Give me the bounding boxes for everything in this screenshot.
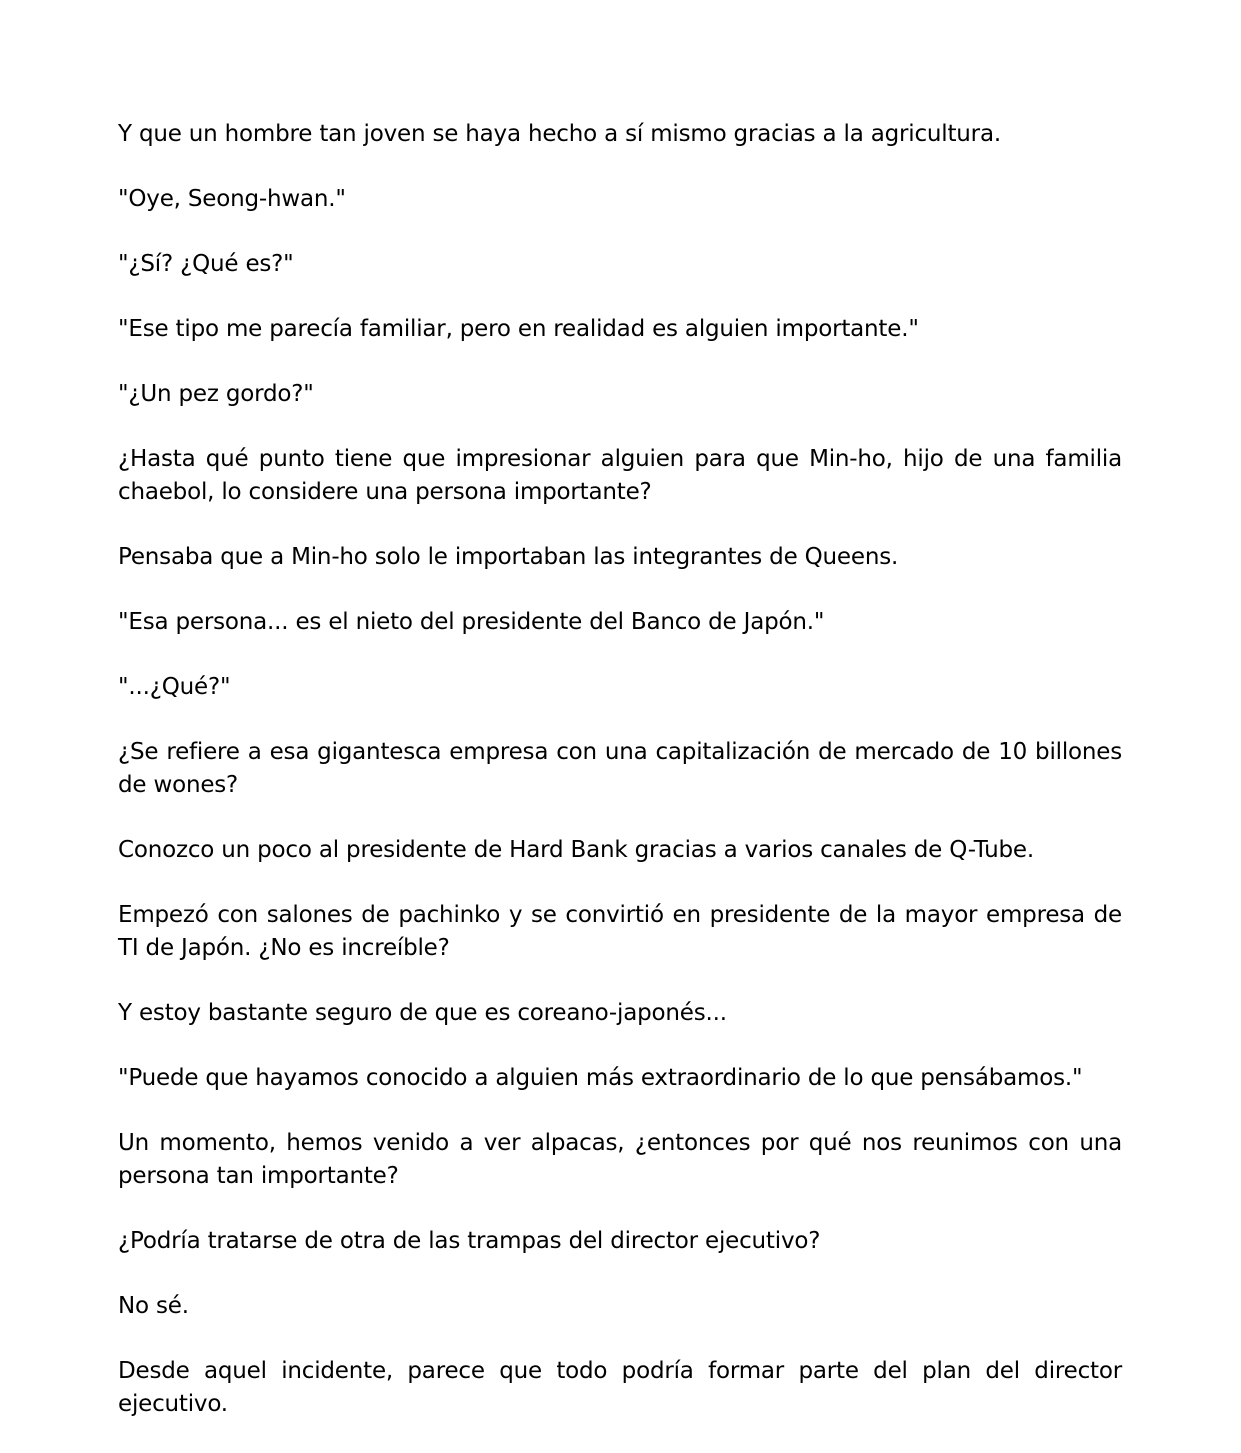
paragraph: "¿Sí? ¿Qué es?" [118,251,294,277]
paragraph: ¿Se refiere a esa gigantesca empresa con una capitalización de mercado de 10 billones de wones? [118,739,1122,798]
paragraph: Pensaba que a Min-ho solo le importaban las integrantes de Queens. [118,544,899,570]
paragraph: Desde aquel incidente, parece que todo podría formar parte del plan del director ejecutivo. [118,1358,1122,1417]
paragraph: Conozco un poco al presidente de Hard Bank gracias a varios canales de Q-Tube. [118,837,1034,863]
paragraph: ¿Hasta qué punto tiene que impresionar alguien para que Min-ho, hijo de una familia chaebol, lo considere una persona importante? [118,446,1122,505]
paragraph: No sé. [118,1293,189,1319]
document-body [118,118,1122,1453]
paragraph: Un momento, hemos venido a ver alpacas, ¿entonces por qué nos reunimos con una persona tan importante? [118,1130,1122,1189]
paragraph: "...¿Qué?" [118,674,231,700]
paragraph: "Puede que hayamos conocido a alguien más extraordinario de lo que pensábamos." [118,1065,1083,1091]
paragraph: Y que un hombre tan joven se haya hecho a sí mismo gracias a la agricultura. [118,121,1001,147]
paragraph: "Esa persona... es el nieto del presidente del Banco de Japón." [118,609,825,635]
paragraph: Empezó con salones de pachinko y se convirtió en presidente de la mayor empresa de TI de Japón. ¿No es increíble? [118,902,1122,961]
paragraph: ¿Podría tratarse de otra de las trampas del director ejecutivo? [118,1228,821,1254]
paragraph: "Ese tipo me parecía familiar, pero en realidad es alguien importante." [118,316,919,342]
paragraph: "¿Un pez gordo?" [118,381,314,407]
paragraph: Y estoy bastante seguro de que es coreano-japonés... [118,1000,727,1026]
paragraph: "Oye, Seong-hwan." [118,186,346,212]
